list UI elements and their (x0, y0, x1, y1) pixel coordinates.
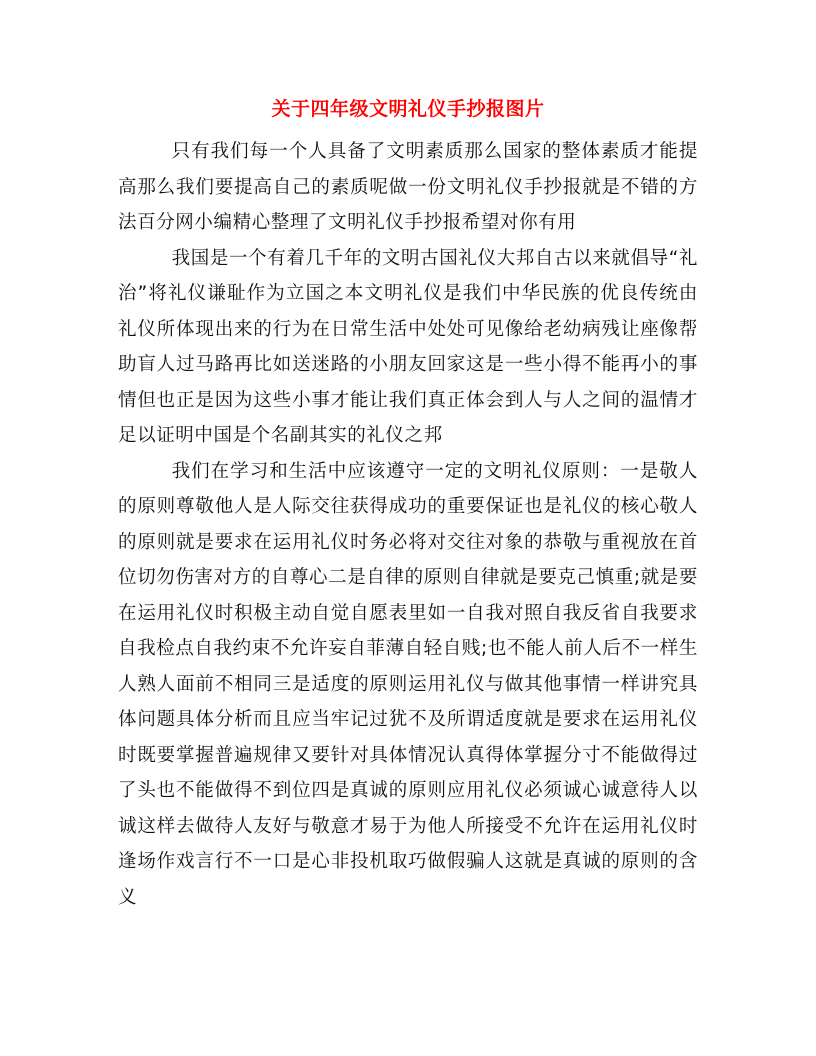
document-title: 关于四年级文明礼仪手抄报图片 (271, 98, 545, 120)
paragraph-etiquette-tradition: 我国是一个有着几千年的文明古国礼仪大邦自古以来就倡导“礼治”将礼仪谦耻作为立国之本文明礼仪是我们中华民族的优良传统由礼仪所体现出来的行为在日常生活中处处可见像给老幼病残让座像帮助盲人过马路再比如送迷路的小朋友回家这是一些小得不能再小的事情但也正是因为这些小事才能让我们真正体会到人与人之间的温情才足以证明中国是个名副其实的礼仪之邦 (118, 247, 698, 446)
paragraph-etiquette-principles: 我们在学习和生活中应该遵守一定的文明礼仪原则：一是敬人的原则尊敬他人是人际交往获得成功的重要保证也是礼仪的核心敬人的原则就是要求在运用礼仪时务必将对交往对象的恭敬与重视放在首位切勿伤害对方的自尊心二是自律的原则自律就是要克己慎重;就是要在运用礼仪时积极主动自觉自愿表里如一自我对照自我反省自我要求自我检点自我约束不允许妄自菲薄自轻自贱;也不能人前人后不一样生人熟人面前不相同三是适度的原则运用礼仪与做其他事情一样讲究具体问题具体分析而且应当牢记过犹不及所谓适度就是要求在运用礼仪时既要掌握普遍规律又要针对具体情况认真得体掌握分寸不能做得过了头也不能做得不到位四是真诚的原则应用礼仪必须诚心诚意待人以诚这样去做待人友好与敬意才易于为他人所接受不允许在运用礼仪时逢场作戏言行不一口是心非投机取巧做假骗人这就是真诚的原则的含义 (118, 460, 698, 908)
paragraph-intro: 只有我们每一个人具备了文明素质那么国家的整体素质才能提高那么我们要提高自己的素质呢做一份文明礼仪手抄报就是不错的方法百分网小编精心整理了文明礼仪手抄报希望对你有用 (118, 141, 698, 233)
document-body (118, 134, 698, 915)
